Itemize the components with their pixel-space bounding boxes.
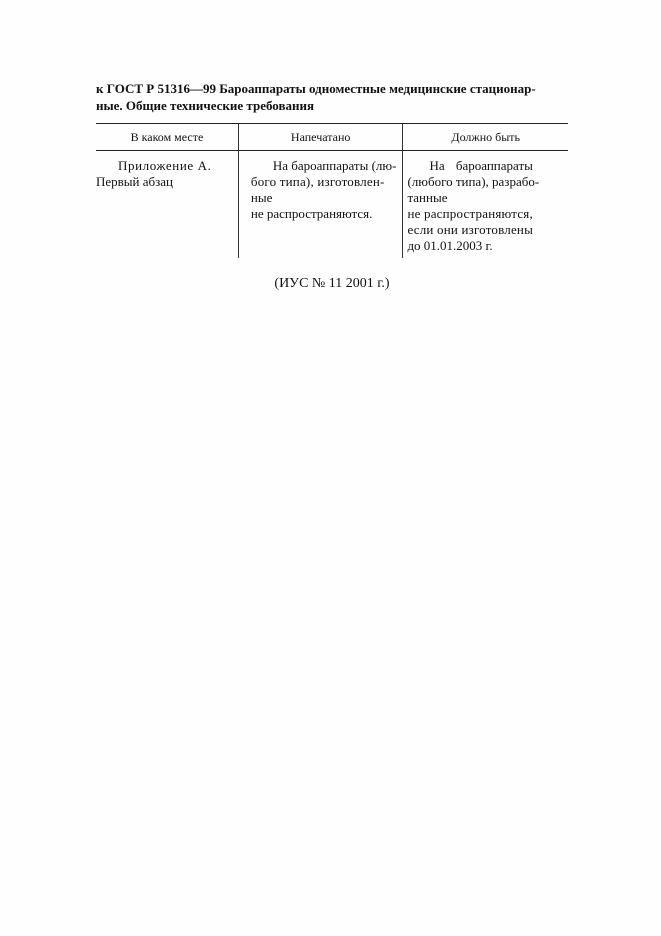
- cell-text-line: бого типа), изготовлен-: [250, 174, 385, 189]
- cell-text-line: Приложение А.: [118, 158, 212, 173]
- column-header-printed: Напечатано: [238, 124, 403, 151]
- cell-text-line: ные: [250, 190, 273, 205]
- cell-text-line: На бароаппараты (лю-: [272, 158, 397, 173]
- document-title: [96, 80, 568, 114]
- cell-text-line: если они изготовлены: [407, 222, 534, 237]
- title-line: ные. Общие технические требования: [96, 98, 314, 113]
- source-note: (ИУС № 11 2001 г.): [274, 276, 390, 291]
- cell-text-line: до 01.01.2003 г.: [407, 238, 493, 253]
- cell-where: [96, 151, 238, 259]
- column-header-where: В каком месте: [96, 124, 238, 151]
- table-header-row: [96, 124, 568, 151]
- cell-text-line: не распространяются.: [250, 206, 373, 221]
- cell-text-line: танные: [407, 190, 448, 205]
- cell-text-line: не распространяются,: [407, 206, 533, 221]
- cell-text-line: Первый абзац: [96, 174, 173, 189]
- cell-text-line: (любого типа), разрабо-: [407, 174, 540, 189]
- cell-should-be: [403, 151, 568, 259]
- cell-text-line: На бароаппараты: [429, 158, 533, 173]
- errata-table: [96, 123, 568, 258]
- title-line: к ГОСТ Р 51316—99 Бароаппараты одноместные медицинские стационар-: [96, 81, 536, 96]
- cell-printed: [238, 151, 403, 259]
- column-header-should-be: Должно быть: [403, 124, 568, 151]
- table-row: [96, 151, 568, 259]
